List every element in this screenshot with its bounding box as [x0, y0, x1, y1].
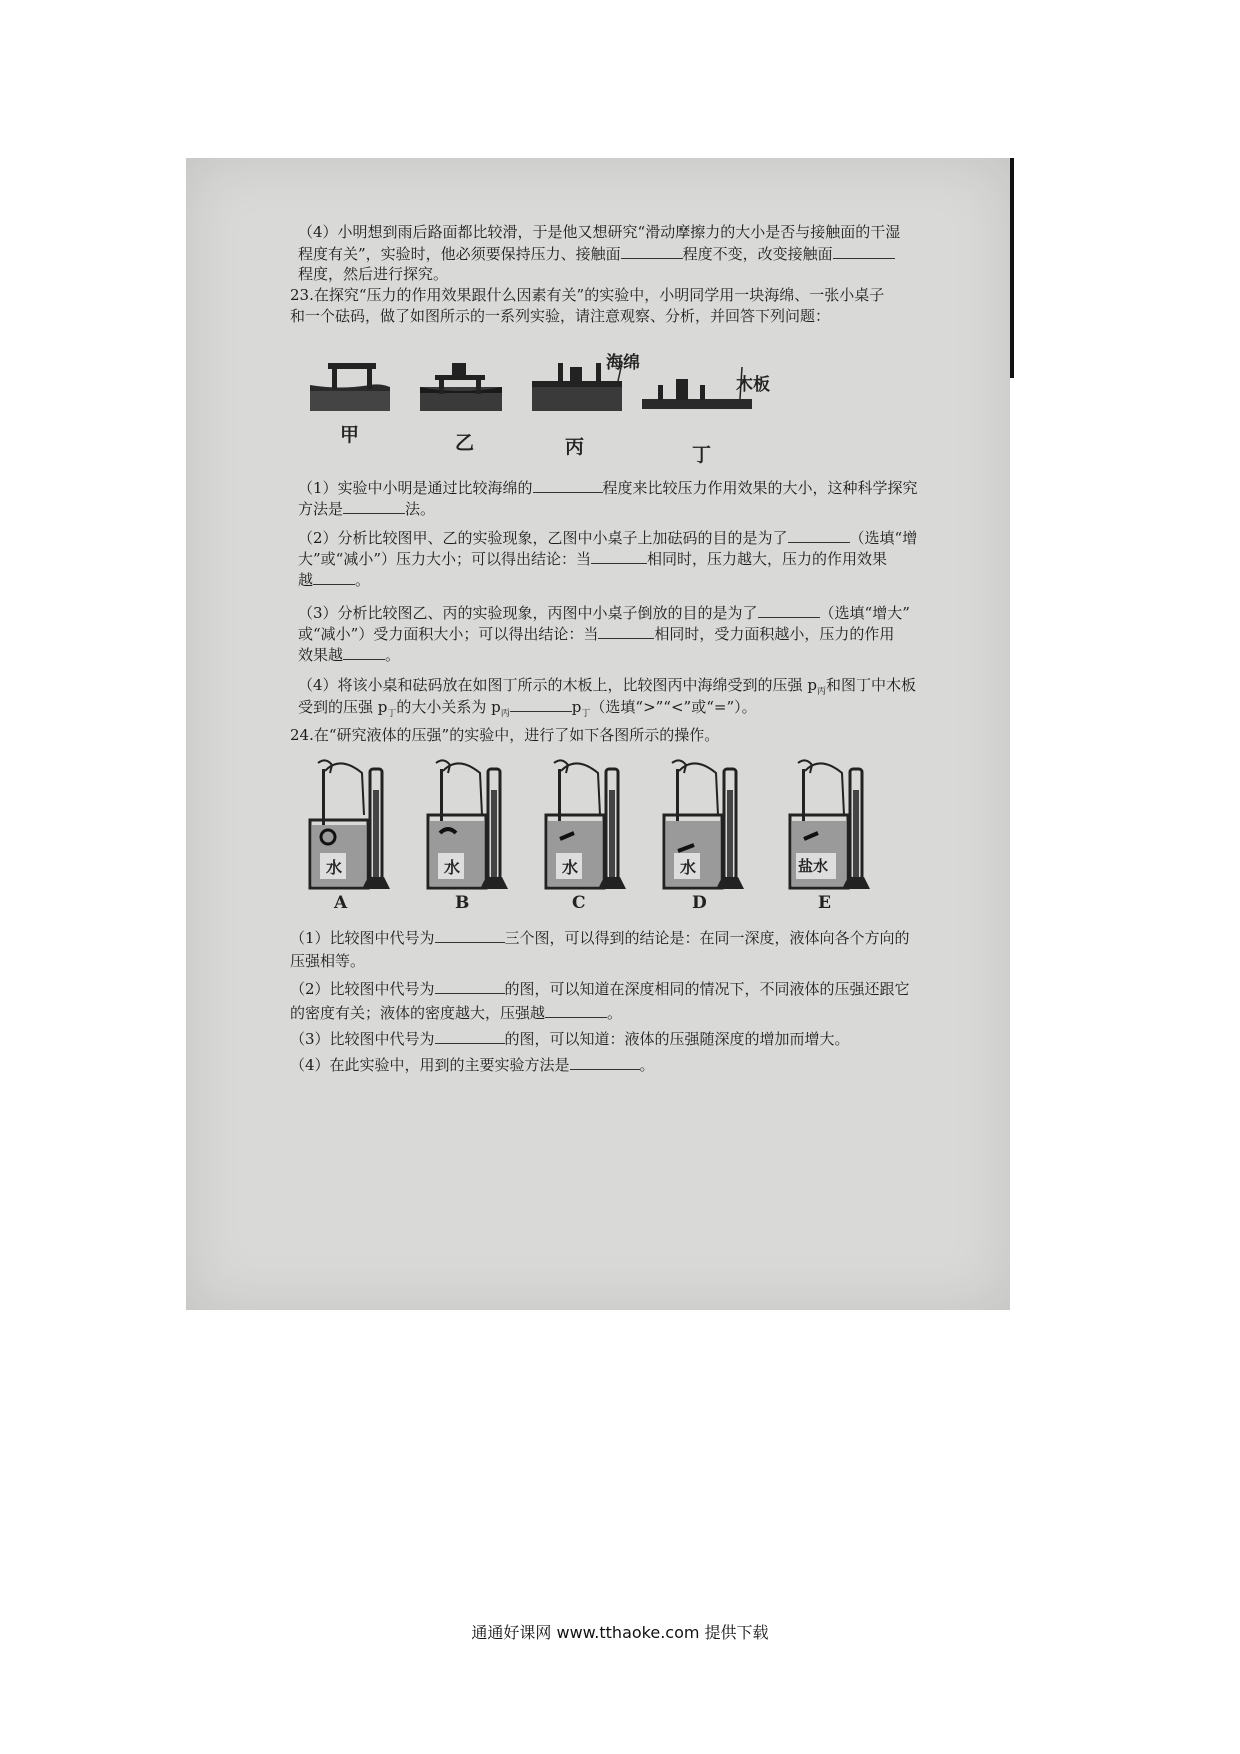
answer-blank[interactable]	[435, 978, 505, 994]
liquid-label-a: 水	[326, 858, 343, 877]
answer-blank[interactable]	[313, 569, 355, 585]
answer-blank[interactable]	[621, 243, 683, 259]
answer-blank[interactable]	[758, 602, 820, 618]
answer-blank[interactable]	[343, 498, 405, 514]
figure-label-ding: 丁	[692, 444, 712, 466]
liquid-label-e: 盐水	[798, 857, 829, 875]
apparatus-label-a: A	[334, 893, 348, 913]
answer-blank[interactable]	[343, 644, 385, 660]
liquid-label-d: 水	[680, 858, 697, 877]
q23-intro-2: 和一个砝码，做了如图所示的一系列实验，请注意观察、分析，并回答下列问题：	[290, 307, 831, 325]
figure-yi	[420, 363, 502, 411]
q23-3-line2: 或“减小”）受力面积大小；可以得出结论：当 相同时，受力面积越小，压力的作用	[298, 625, 895, 643]
q22-4-text-a: 程度有关”，实验时，他必须要保持压力、接触面	[298, 245, 621, 263]
answer-blank[interactable]	[788, 527, 850, 543]
q23-4-line1: （4）将该小桌和砝码放在如图丁所示的木板上，比较图丙中海绵受到的压强 $p_丙$和图丁中木板	[298, 676, 916, 697]
answer-blank[interactable]	[545, 1002, 607, 1018]
q24-1-line2: 压强相等。	[290, 952, 366, 970]
q24-1-line1: （1）比较图中代号为 三个图，可以得到的结论是：在同一深度，液体向各个方向的	[290, 929, 910, 947]
q23-2-line1: （2）分析比较图甲、乙的实验现象，乙图中小桌子上加砝码的目的是为了 （选填“增	[298, 529, 918, 547]
q24-figure	[300, 755, 920, 900]
q24-2-line1: （2）比较图中代号为 的图，可以知道在深度相同的情况下，不同液体的压强还跟它	[290, 980, 910, 998]
answer-blank[interactable]	[570, 1054, 640, 1070]
answer-blank[interactable]	[598, 623, 654, 639]
answer-blank[interactable]	[435, 927, 505, 943]
apparatus-b	[428, 760, 508, 889]
apparatus-label-c: C	[572, 893, 586, 913]
apparatus-label-b: B	[455, 893, 470, 913]
q24-4-line1: （4）在此实验中，用到的主要实验方法是 。	[290, 1056, 655, 1074]
answer-blank[interactable]	[591, 548, 647, 564]
liquid-label-b: 水	[444, 858, 461, 877]
answer-blank[interactable]	[533, 477, 603, 493]
q22-4-line2	[298, 243, 895, 265]
apparatus-label-d: D	[692, 893, 707, 913]
sponge-label: 海绵	[606, 353, 640, 373]
q22-4-text-b: 程度不变，改变接触面	[682, 245, 833, 263]
apparatus-label-e: E	[818, 893, 831, 913]
apparatus-d	[664, 760, 744, 889]
q23-3-line3: 效果越 。	[298, 646, 401, 664]
q23-2-line2: 大”或“减小”）压力大小；可以得出结论：当 相同时，压力越大，压力的作用效果	[298, 550, 888, 568]
q23-3-line1: （3）分析比较图乙、丙的实验现象，丙图中小桌子倒放的目的是为了 （选填“增大”	[298, 604, 910, 622]
q24-3-line1: （3）比较图中代号为 的图，可以知道：液体的压强随深度的增加而增大。	[290, 1030, 850, 1048]
q23-1-line1: （1）实验中小明是通过比较海绵的 程度来比较压力作用效果的大小，这种科学探究	[298, 479, 918, 497]
q23-4-line2: 受到的压强 $p_丁$的大小关系为 $p_丙$ $p_丁$（选填“>”“<”或“=”）。	[298, 698, 757, 719]
liquid-label-c: 水	[562, 858, 579, 877]
answer-blank[interactable]	[833, 243, 895, 259]
board-label: 木板	[736, 375, 770, 395]
apparatus-c	[546, 760, 626, 889]
page-edge-shadow	[1010, 158, 1014, 378]
figure-jia	[310, 363, 390, 411]
site-footer: 通通好课网 www.tthaoke.com 提供下载	[471, 1623, 769, 1642]
figure-label-bing: 丙	[565, 436, 585, 458]
q23-1-line2: 方法是 法。	[298, 500, 436, 518]
q22-4-line1: （4）小明想到雨后路面都比较滑，于是他又想研究“滑动摩擦力的大小是否与接触面的干湿	[298, 223, 901, 241]
q24-2-line2: 的密度有关；液体的密度越大，压强越 。	[290, 1004, 623, 1022]
apparatus-a	[310, 760, 390, 889]
answer-blank[interactable]	[510, 696, 572, 712]
q24-intro: 24.在“研究液体的压强”的实验中，进行了如下各图所示的操作。	[290, 726, 720, 744]
answer-blank[interactable]	[435, 1028, 505, 1044]
q23-2-line3: 越 。	[298, 571, 371, 589]
q23-intro-1: 23.在探究“压力的作用效果跟什么因素有关”的实验中，小明同学用一块海绵、一张小桌子	[290, 286, 885, 304]
q22-4-line3: 程度，然后进行探究。	[298, 265, 449, 283]
figure-label-jia: 甲	[340, 424, 360, 446]
figure-label-yi: 乙	[455, 432, 475, 454]
